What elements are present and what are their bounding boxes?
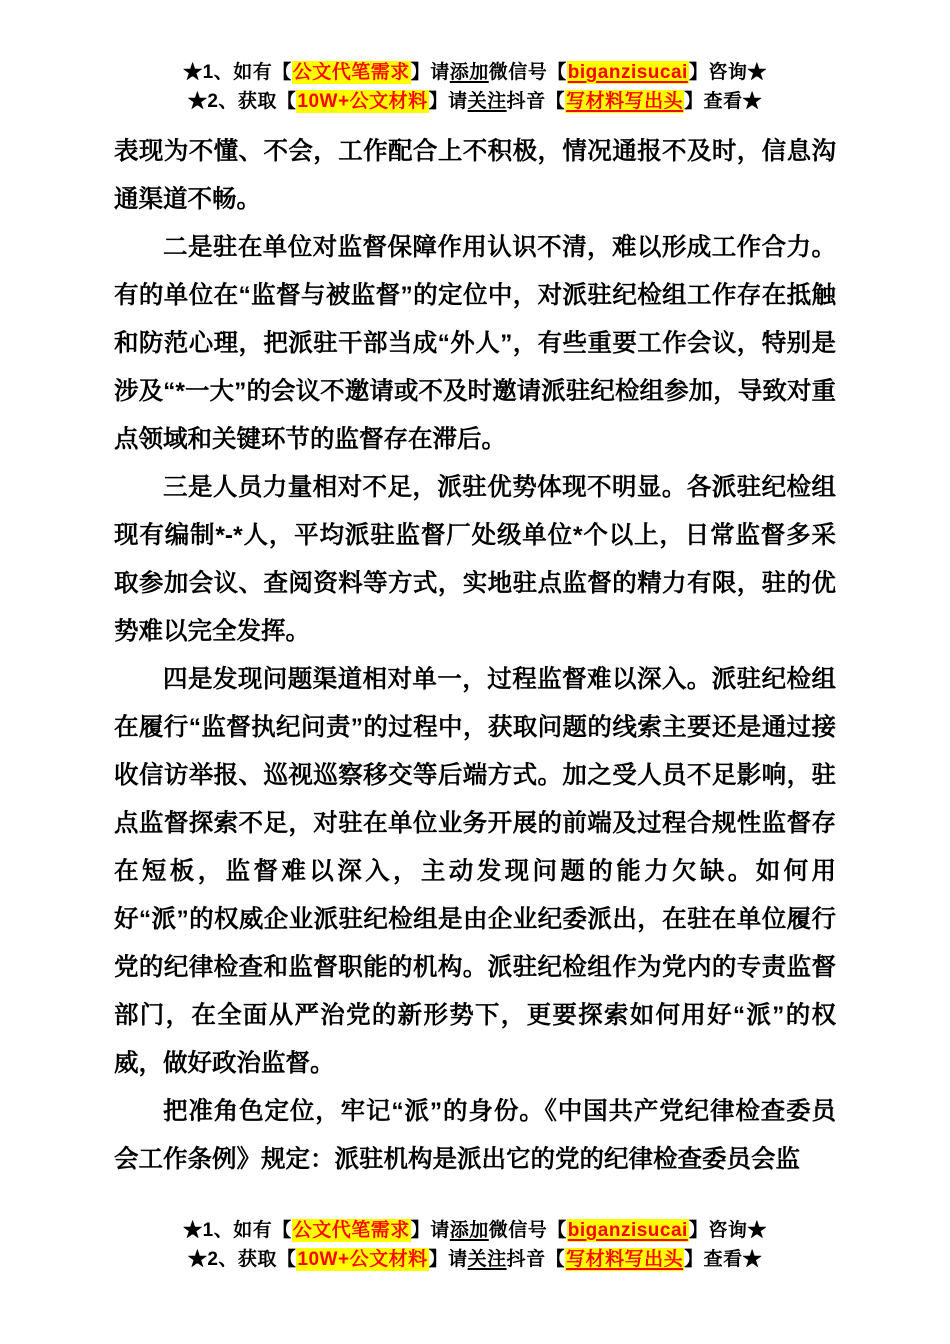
banner-text: 】请 (428, 1249, 468, 1270)
highlight-douyin-id: 写材料写出头 (566, 1249, 684, 1270)
banner-text: 微信号【 (488, 1220, 567, 1241)
highlight-writing-service: 公文代笔需求 (292, 1220, 410, 1241)
header-banner-banner-line-2 (0, 87, 950, 116)
banner-text: 】请 (410, 1220, 450, 1241)
highlight-materials: 10W+公文材料 (297, 1249, 428, 1270)
underline-add-word: 添加 (449, 1220, 489, 1241)
paragraph-2: 二是驻在单位对监督保障作用认识不清，难以形成工作合力。有的单位在“监督与被监督”的定位中，对派驻纪检组工作存在抵触和防范心理，把派驻干部当成“外人”，有些重要工作会议，特别是涉及“*一大”的会议不邀请或不及时邀请派驻纪检组参加，导致对重点领域和关键环节的监督存在滞后。 (114, 234, 836, 453)
underline-add-word: 添加 (449, 62, 489, 83)
header-banner-banner-line-1 (0, 58, 950, 87)
banner-text: 】查看★ (684, 1249, 763, 1270)
header-banner (0, 58, 950, 116)
banner-text: 抖音【 (506, 1249, 566, 1270)
highlight-wechat-id: biganzisucai (567, 62, 688, 83)
banner-text: 】请 (410, 62, 450, 83)
banner-text: 抖音【 (506, 91, 566, 112)
banner-text: 】查看★ (684, 91, 763, 112)
paragraph-3: 三是人员力量相对不足，派驻优势体现不明显。各派驻纪检组现有编制*-*人，平均派驻监督厂处级单位*个以上，日常监督多采取参加会议、查阅资料等方式，实地驻点监督的精力有限，驻的优势难以完全发挥。 (114, 474, 836, 645)
underline-follow-word: 关注 (467, 1249, 507, 1270)
banner-text: 】请 (428, 91, 468, 112)
underline-follow-word: 关注 (467, 91, 507, 112)
banner-text: 】咨询★ (688, 62, 767, 83)
banner-text: 微信号【 (488, 62, 567, 83)
highlight-writing-service: 公文代笔需求 (292, 62, 410, 83)
paragraph-1: 表现为不懂、不会，工作配合上不积极，情况通报不及时，信息沟通渠道不畅。 (114, 138, 836, 213)
paragraph-4: 四是发现问题渠道相对单一，过程监督难以深入。派驻纪检组在履行“监督执纪问责”的过程中，获取问题的线索主要还是通过接收信访举报、巡视巡察移交等后端方式。加之受人员不足影响，驻点监督探索不足，对驻在单位业务开展的前端及过程合规性监督存在短板，监督难以深入，主动发现问题的能力欠缺。如何用好“派”的权威企业派驻纪检组是由企业纪委派出，在驻在单位履行党的纪律检查和监督职能的机构。派驻纪检组作为党内的专责监督部门，在全面从严治党的新形势下，更要探索如何用好“派”的权威，做好政治监督。 (114, 666, 836, 1077)
banner-text: ★1、如有【 (183, 62, 292, 83)
highlight-materials: 10W+公文材料 (297, 91, 428, 112)
banner-text: 】咨询★ (688, 1220, 767, 1241)
paragraph-5: 把准角色定位，牢记“派”的身份。《中国共产党纪律检查委员会工作条例》规定：派驻机构是派出它的党的纪律检查委员会监 (114, 1098, 836, 1173)
banner-text: ★1、如有【 (183, 1220, 292, 1241)
document-body (114, 128, 836, 1184)
footer-banner-banner-line-2 (0, 1245, 950, 1274)
highlight-douyin-id: 写材料写出头 (566, 91, 684, 112)
banner-text: ★2、获取【 (187, 91, 297, 112)
highlight-wechat-id: biganzisucai (567, 1220, 688, 1241)
banner-text: ★2、获取【 (187, 1249, 297, 1270)
footer-banner (0, 1216, 950, 1274)
footer-banner-banner-line-1 (0, 1216, 950, 1245)
